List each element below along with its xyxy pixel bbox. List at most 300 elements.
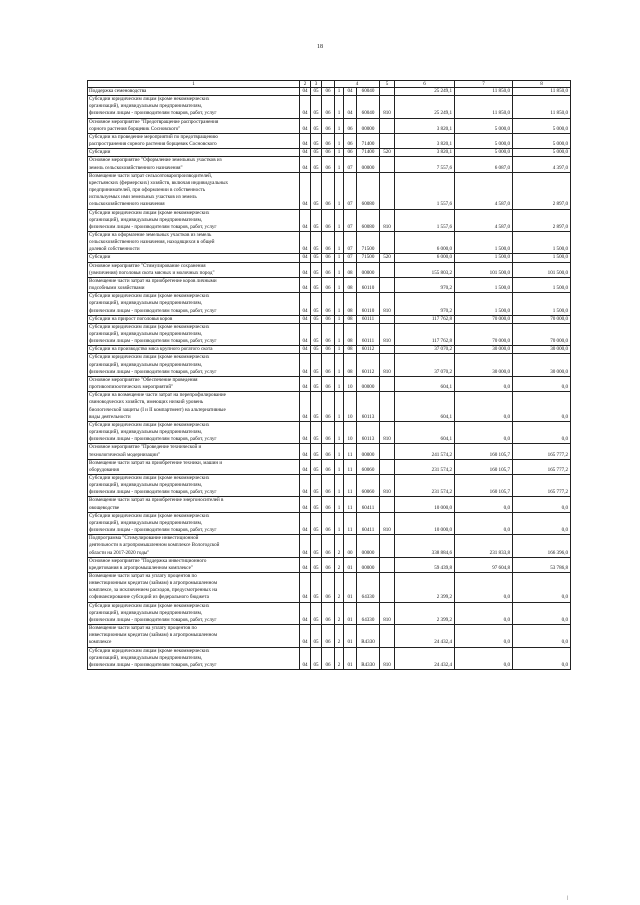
code-cell: 1 [335, 118, 344, 133]
code-cell: 1 [335, 444, 344, 459]
code-cell: 05 [311, 535, 322, 557]
code-cell: 1 [335, 231, 344, 253]
code-cell: 08 [344, 293, 357, 315]
code-cell: 60110 [357, 293, 380, 315]
amount-cell: 231 833,8 [455, 535, 513, 557]
code-cell: 06 [322, 323, 335, 345]
code-cell: 05 [311, 392, 322, 422]
row-description: Субсидии [88, 254, 300, 262]
header-cell: 4 [335, 81, 380, 88]
code-cell: 05 [311, 602, 322, 624]
code-cell: 1 [335, 497, 344, 512]
code-cell: 07 [344, 254, 357, 262]
amount-cell: 0,0 [455, 497, 513, 512]
code-cell: 05 [311, 512, 322, 534]
code-cell: 04 [300, 392, 311, 422]
table-row [88, 88, 571, 96]
row-description: Субсидии юридическим лицам (кроме некоммерческих организаций), индивидуальным предпринимателям, физическим лицам - производителям товаров, работ, услуг [88, 512, 300, 534]
code-cell [380, 535, 395, 557]
code-cell: 06 [322, 346, 335, 354]
code-cell: 06 [322, 209, 335, 231]
code-cell: 10 [344, 392, 357, 422]
table-row [88, 118, 571, 133]
code-cell: 04 [344, 96, 357, 118]
code-cell: 04 [300, 625, 311, 647]
row-description: Субсидии юридическим лицам (кроме некоммерческих организаций), индивидуальным предпринимателям, физическим лицам - производителям товаров, работ, услуг [88, 421, 300, 443]
code-cell: 00 [344, 535, 357, 557]
amount-cell: 1 500,0 [455, 231, 513, 253]
amount-cell: 1 557,6 [395, 209, 455, 231]
code-cell: 60411 [357, 497, 380, 512]
table-row [88, 277, 571, 292]
code-cell: 06 [322, 231, 335, 253]
code-cell: 1 [335, 293, 344, 315]
code-cell [380, 459, 395, 474]
code-cell [380, 157, 395, 172]
code-cell: 06 [322, 647, 335, 669]
amount-cell: 101 500,0 [513, 262, 571, 277]
code-cell: 04 [300, 254, 311, 262]
code-cell: 04 [300, 346, 311, 354]
code-cell: 06 [322, 421, 335, 443]
table-row [88, 323, 571, 345]
code-cell: 00000 [357, 157, 380, 172]
code-cell: 08 [344, 323, 357, 345]
code-cell: 07 [344, 172, 357, 209]
table-row [88, 293, 571, 315]
row-description: Возмещение части затрат на приобретение коров личными подсобными хозяйствами [88, 277, 300, 292]
code-cell [380, 497, 395, 512]
code-cell: 04 [300, 602, 311, 624]
code-cell: 60080 [357, 172, 380, 209]
amount-cell: 160 105,7 [455, 474, 513, 496]
code-cell: 60110 [357, 277, 380, 292]
code-cell: 05 [311, 346, 322, 354]
code-cell: 810 [380, 602, 395, 624]
code-cell: 71400 [357, 133, 380, 148]
amount-cell: 5 000,0 [513, 133, 571, 148]
code-cell: 06 [322, 474, 335, 496]
row-description: Субсидии юридическим лицам (кроме некоммерческих организаций), индивидуальным предпринимателям, физическим лицам - производителям товаров, работ, услуг [88, 474, 300, 496]
code-cell: 07 [344, 209, 357, 231]
amount-cell: 10 000,0 [395, 512, 455, 534]
code-cell [380, 346, 395, 354]
row-description: Субсидии юридическим лицам (кроме некоммерческих организаций), индивидуальным предпринимателям, физическим лицам - производителям товаров, работ, услуг [88, 96, 300, 118]
amount-cell: 4 587,0 [455, 172, 513, 209]
row-description: Поддержка семеноводства [88, 88, 300, 96]
amount-cell: 117 762,8 [395, 323, 455, 345]
code-cell: 1 [335, 323, 344, 345]
header-cell: 3 [311, 81, 322, 88]
code-cell: 810 [380, 209, 395, 231]
header-cell: 6 [395, 81, 455, 88]
table-row [88, 133, 571, 148]
row-description: Субсидии юридическим лицам (кроме некоммерческих организаций), индивидуальным предпринимателям, физическим лицам - производителям товаров, работ, услуг [88, 209, 300, 231]
code-cell: 05 [311, 459, 322, 474]
amount-cell: 117 762,8 [395, 315, 455, 323]
header-cell: 5 [380, 81, 395, 88]
amount-cell: 53 786,8 [513, 557, 571, 572]
code-cell: 06 [322, 459, 335, 474]
code-cell: 2 [335, 573, 344, 603]
amount-cell: 166 396,0 [513, 535, 571, 557]
code-cell: 06 [344, 133, 357, 148]
code-cell: 04 [300, 323, 311, 345]
table-row [88, 392, 571, 422]
code-cell: R4330 [357, 647, 380, 669]
code-cell: 04 [300, 118, 311, 133]
code-cell [380, 573, 395, 603]
code-cell: 05 [311, 293, 322, 315]
table-row [88, 647, 571, 669]
table-row [88, 231, 571, 253]
amount-cell: 0,0 [513, 392, 571, 422]
code-cell: 06 [322, 172, 335, 209]
amount-cell: 604,1 [395, 376, 455, 391]
code-cell: 05 [311, 354, 322, 376]
code-cell: 00000 [357, 444, 380, 459]
amount-cell: 11 850,0 [513, 88, 571, 96]
code-cell: 05 [311, 315, 322, 323]
row-description: Основное мероприятие "Оформление земельных участков из земель сельскохозяйственного назначения" [88, 157, 300, 172]
table-row [88, 346, 571, 354]
code-cell [380, 88, 395, 96]
code-cell: 06 [322, 133, 335, 148]
code-cell: 07 [344, 231, 357, 253]
amount-cell: 70 000,0 [513, 323, 571, 345]
header-cell: 8 [513, 81, 571, 88]
amount-cell: 160 105,7 [455, 459, 513, 474]
table-row [88, 157, 571, 172]
code-cell: 810 [380, 354, 395, 376]
code-cell: 11 [344, 459, 357, 474]
code-cell: 2 [335, 602, 344, 624]
row-description: Основное мероприятие "Предотвращение распространения сорного растения борщевик Сосновского" [88, 118, 300, 133]
amount-cell: 0,0 [513, 421, 571, 443]
row-description: Субсидии на проведение мероприятий по предотвращению распространения сорного растения борщевик Сосновского [88, 133, 300, 148]
table-row [88, 209, 571, 231]
row-description: Субсидии юридическим лицам (кроме некоммерческих организаций), индивидуальным предпринимателям, физическим лицам - производителям товаров, работ, услуг [88, 323, 300, 345]
table-row [88, 512, 571, 534]
amount-cell: 3 820,1 [395, 133, 455, 148]
code-cell: 11 [344, 444, 357, 459]
code-cell: 05 [311, 497, 322, 512]
code-cell: 05 [311, 157, 322, 172]
amount-cell: 11 850,0 [455, 88, 513, 96]
code-cell: 1 [335, 392, 344, 422]
code-cell: 05 [311, 149, 322, 157]
code-cell: 04 [300, 497, 311, 512]
code-cell [380, 625, 395, 647]
code-cell: 1 [335, 315, 344, 323]
code-cell: 06 [322, 293, 335, 315]
code-cell: 810 [380, 293, 395, 315]
code-cell: 04 [300, 209, 311, 231]
code-cell: 00000 [357, 535, 380, 557]
amount-cell: 30 000,0 [455, 354, 513, 376]
code-cell: 06 [322, 573, 335, 603]
code-cell: 520 [380, 149, 395, 157]
code-cell: 05 [311, 625, 322, 647]
header-cell: 1 [88, 81, 300, 88]
amount-cell: 0,0 [455, 512, 513, 534]
margin-mark: | [567, 896, 569, 901]
code-cell [380, 231, 395, 253]
amount-cell: 37 070,2 [395, 346, 455, 354]
code-cell: 04 [300, 376, 311, 391]
amount-cell: 1 500,0 [513, 293, 571, 315]
amount-cell: 10 000,0 [395, 497, 455, 512]
amount-cell: 1 500,0 [455, 254, 513, 262]
code-cell: 06 [322, 557, 335, 572]
table-row [88, 474, 571, 496]
code-cell: 04 [344, 88, 357, 96]
code-cell: 05 [311, 172, 322, 209]
code-cell: 1 [335, 346, 344, 354]
code-cell: 71400 [357, 149, 380, 157]
row-description: Субсидии на производство мяса крупного рогатого скота [88, 346, 300, 354]
code-cell: 06 [322, 118, 335, 133]
code-cell: 05 [311, 209, 322, 231]
row-description: Возмещение части затрат на приобретение техники, машин и оборудования [88, 459, 300, 474]
amount-cell: 604,1 [395, 392, 455, 422]
amount-cell: 231 574,2 [395, 459, 455, 474]
code-cell: 08 [344, 315, 357, 323]
code-cell [380, 376, 395, 391]
code-cell: 07 [344, 157, 357, 172]
table-body [88, 88, 571, 670]
row-description: Субсидии на возмещение части затрат на перепрофилирование свиноводческих хозяйств, имеющих низкий уровень биологической защиты (I и II компартмент) на альтернативные виды деятельности [88, 392, 300, 422]
amount-cell: 0,0 [455, 421, 513, 443]
code-cell [380, 557, 395, 572]
table-row [88, 444, 571, 459]
code-cell: 05 [311, 444, 322, 459]
code-cell: 05 [311, 133, 322, 148]
code-cell: 05 [311, 231, 322, 253]
amount-cell: 6 000,0 [395, 231, 455, 253]
page-number: 18 [317, 44, 323, 50]
code-cell: 1 [335, 254, 344, 262]
row-description: Возмещение части затрат на приобретение энергоносителей в овощеводстве [88, 497, 300, 512]
amount-cell: 97 604,8 [455, 557, 513, 572]
row-description: Субсидии [88, 149, 300, 157]
amount-cell: 70 000,0 [513, 315, 571, 323]
code-cell: 01 [344, 647, 357, 669]
code-cell: 1 [335, 459, 344, 474]
code-cell: 05 [311, 88, 322, 96]
table-row [88, 315, 571, 323]
header-cell: 2 [300, 81, 311, 88]
table-row [88, 376, 571, 391]
row-description: Основное мероприятие "Поддержка инвестиционного кредитования в агропромышленном комплексе" [88, 557, 300, 572]
code-cell: 05 [311, 421, 322, 443]
code-cell: 06 [322, 392, 335, 422]
row-description: Субсидии юридическим лицам (кроме некоммерческих организаций), индивидуальным предпринимателям, физическим лицам - производителям товаров, работ, услуг [88, 647, 300, 669]
code-cell: 64330 [357, 602, 380, 624]
table-row [88, 421, 571, 443]
amount-cell: 24 432,4 [395, 647, 455, 669]
amount-cell: 7 557,6 [395, 157, 455, 172]
amount-cell: 4 397,0 [513, 157, 571, 172]
code-cell: 1 [335, 474, 344, 496]
amount-cell: 2 897,0 [513, 172, 571, 209]
code-cell: 04 [300, 354, 311, 376]
code-cell: 05 [311, 474, 322, 496]
code-cell: 04 [300, 157, 311, 172]
amount-cell: 30 000,0 [513, 346, 571, 354]
amount-cell: 3 820,1 [395, 149, 455, 157]
amount-cell: 1 500,0 [513, 277, 571, 292]
code-cell: 04 [300, 459, 311, 474]
code-cell: 04 [300, 277, 311, 292]
amount-cell: 2 399,2 [395, 573, 455, 603]
code-cell: 08 [344, 262, 357, 277]
table-row [88, 625, 571, 647]
code-cell: 1 [335, 512, 344, 534]
table-row [88, 172, 571, 209]
code-cell: 1 [335, 262, 344, 277]
code-cell: 06 [322, 277, 335, 292]
code-cell [380, 392, 395, 422]
code-cell: 1 [335, 157, 344, 172]
code-cell: 06 [322, 512, 335, 534]
code-cell: 60112 [357, 354, 380, 376]
code-cell: 00000 [357, 118, 380, 133]
code-cell: 810 [380, 323, 395, 345]
amount-cell: 0,0 [455, 392, 513, 422]
code-cell: 06 [322, 315, 335, 323]
code-cell: 04 [300, 512, 311, 534]
code-cell [380, 133, 395, 148]
row-description: Основное мероприятие "Обеспечение проведения противоэпизоотических мероприятий" [88, 376, 300, 391]
code-cell: 810 [380, 96, 395, 118]
code-cell: R4330 [357, 625, 380, 647]
code-cell: 04 [300, 573, 311, 603]
code-cell: 06 [322, 96, 335, 118]
table-row [88, 459, 571, 474]
amount-cell: 25 249,1 [395, 88, 455, 96]
code-cell: 60040 [357, 96, 380, 118]
row-description: Субсидии на прирост поголовья коров [88, 315, 300, 323]
code-cell: 1 [335, 88, 344, 96]
amount-cell: 165 777,2 [513, 474, 571, 496]
code-cell: 520 [380, 254, 395, 262]
header-cell: 7 [455, 81, 513, 88]
amount-cell: 101 500,0 [455, 262, 513, 277]
table-row [88, 262, 571, 277]
code-cell: 06 [322, 625, 335, 647]
code-cell: 810 [380, 512, 395, 534]
code-cell: 60060 [357, 474, 380, 496]
code-cell: 00000 [357, 557, 380, 572]
row-description: Возмещение части затрат сельхозтоваропроизводителей, крестьянских (фермерских) хозяйств, включая индивидуальных предпринимателей, при оформлении в собственность используемых ими земельных участков из земель сельскохозяйственного назначения [88, 172, 300, 209]
code-cell: 11 [344, 474, 357, 496]
row-description: Основное мероприятие "Проведение технической и технологической модернизации" [88, 444, 300, 459]
code-cell: 01 [344, 557, 357, 572]
code-cell: 05 [311, 376, 322, 391]
amount-cell: 70 000,0 [455, 323, 513, 345]
amount-cell: 970,2 [395, 293, 455, 315]
amount-cell: 6 000,0 [395, 254, 455, 262]
code-cell [380, 118, 395, 133]
amount-cell: 165 777,2 [513, 444, 571, 459]
code-cell: 2 [335, 647, 344, 669]
amount-cell: 0,0 [513, 625, 571, 647]
code-cell: 1 [335, 133, 344, 148]
code-cell: 1 [335, 96, 344, 118]
amount-cell: 30 000,0 [513, 354, 571, 376]
amount-cell: 5 000,0 [455, 118, 513, 133]
code-cell: 05 [311, 118, 322, 133]
amount-cell: 5 000,0 [513, 149, 571, 157]
code-cell: 08 [344, 354, 357, 376]
code-cell: 04 [300, 647, 311, 669]
code-cell: 00000 [357, 262, 380, 277]
amount-cell: 231 574,2 [395, 474, 455, 496]
amount-cell: 241 574,2 [395, 444, 455, 459]
code-cell: 04 [300, 231, 311, 253]
code-cell [380, 172, 395, 209]
code-cell: 06 [322, 354, 335, 376]
amount-cell: 0,0 [513, 647, 571, 669]
code-cell: 64330 [357, 573, 380, 603]
code-cell: 71500 [357, 231, 380, 253]
code-cell: 04 [300, 133, 311, 148]
amount-cell: 1 500,0 [513, 254, 571, 262]
code-cell: 60113 [357, 421, 380, 443]
code-cell: 04 [300, 96, 311, 118]
code-cell: 1 [335, 209, 344, 231]
row-description: Подпрограмма "Стимулирование инвестиционной деятельности в агропромышленном комплексе Вологодской области на 2017-2020 годы" [88, 535, 300, 557]
code-cell: 06 [322, 376, 335, 391]
code-cell: 810 [380, 421, 395, 443]
code-cell: 04 [300, 474, 311, 496]
amount-cell: 0,0 [455, 573, 513, 603]
code-cell: 06 [322, 497, 335, 512]
amount-cell: 30 000,0 [455, 346, 513, 354]
code-cell: 06 [322, 88, 335, 96]
code-cell [380, 262, 395, 277]
amount-cell: 2 399,2 [395, 602, 455, 624]
amount-cell: 5 000,0 [455, 149, 513, 157]
code-cell: 06 [344, 118, 357, 133]
code-cell: 2 [335, 557, 344, 572]
row-description: Основное мероприятие "Стимулирование сохранения (увеличения) поголовья скота мясных и молочных пород" [88, 262, 300, 277]
code-cell: 11 [344, 512, 357, 534]
amount-cell: 0,0 [513, 376, 571, 391]
table-row [88, 557, 571, 572]
code-cell: 04 [300, 293, 311, 315]
amount-cell: 5 000,0 [455, 133, 513, 148]
code-cell: 04 [300, 535, 311, 557]
amount-cell: 4 587,0 [455, 209, 513, 231]
code-cell: 60060 [357, 459, 380, 474]
code-cell: 1 [335, 376, 344, 391]
code-cell: 60112 [357, 346, 380, 354]
row-description: Субсидии юридическим лицам (кроме некоммерческих организаций), индивидуальным предпринимателям, физическим лицам - производителям товаров, работ, услуг [88, 354, 300, 376]
code-cell: 06 [322, 262, 335, 277]
code-cell: 05 [311, 647, 322, 669]
table-row [88, 96, 571, 118]
amount-cell: 37 070,2 [395, 354, 455, 376]
amount-cell: 3 820,1 [395, 118, 455, 133]
row-description: Возмещение части затрат на уплату процентов по инвестиционным кредитам (займам) в агропромышленном комплексе [88, 625, 300, 647]
amount-cell: 11 850,0 [513, 96, 571, 118]
code-cell: 05 [311, 573, 322, 603]
code-cell: 01 [344, 573, 357, 603]
code-cell: 1 [335, 277, 344, 292]
code-cell: 01 [344, 625, 357, 647]
